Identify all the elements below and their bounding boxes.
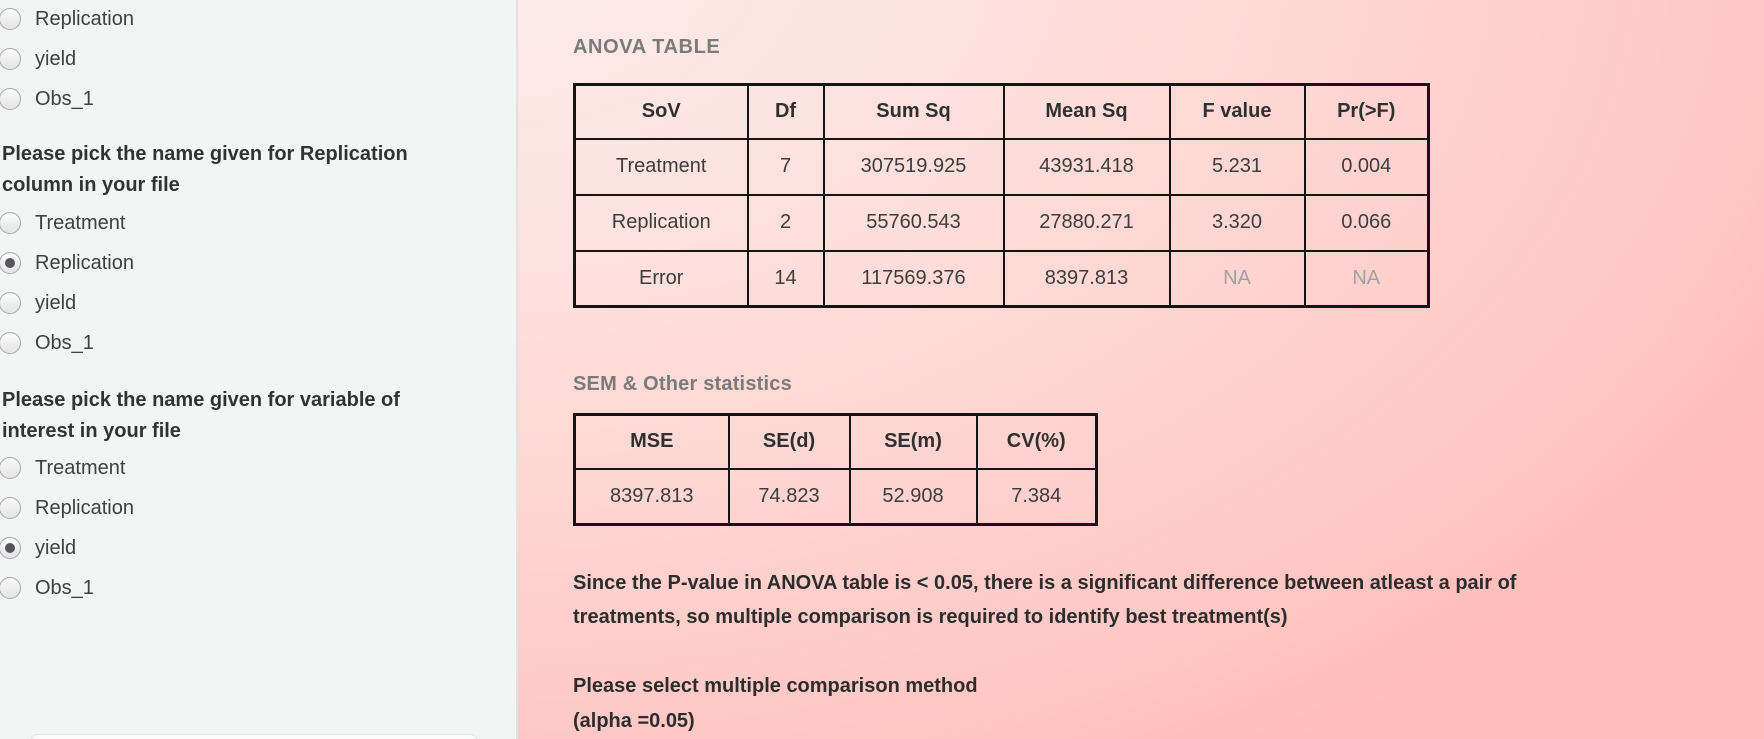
table-cell: 43931.418 xyxy=(1004,139,1170,195)
radio-option-obs1[interactable] xyxy=(0,332,134,354)
table-cell: 27880.271 xyxy=(1004,195,1170,251)
radio-option-label: Replication xyxy=(35,7,134,30)
radio-icon xyxy=(0,252,21,274)
table-cell: NA xyxy=(1305,251,1429,307)
column-header: Mean Sq xyxy=(1004,85,1170,139)
radio-icon xyxy=(0,332,21,354)
radio-group-treatment-column xyxy=(0,8,134,128)
radio-icon xyxy=(0,497,21,519)
table-row xyxy=(575,139,1429,195)
radio-option-label: yield xyxy=(35,291,77,314)
replication-column-question: Please pick the name given for Replication column in your file xyxy=(2,143,408,196)
radio-option-label: Obs_1 xyxy=(35,576,94,599)
radio-option-replication[interactable] xyxy=(0,252,134,274)
radio-option-label: Obs_1 xyxy=(35,87,94,110)
table-row xyxy=(575,251,1429,307)
radio-icon xyxy=(0,88,21,110)
table-row xyxy=(575,469,1097,525)
radio-icon xyxy=(0,212,21,234)
comparison-method-prompt xyxy=(573,669,978,739)
sem-statistics-table xyxy=(573,413,1098,526)
radio-option-treatment[interactable] xyxy=(0,457,134,479)
column-header: SE(m) xyxy=(850,415,977,469)
table-cell: Treatment xyxy=(575,139,748,195)
table-header-row xyxy=(575,415,1097,469)
table-row xyxy=(575,195,1429,251)
table-cell: NA xyxy=(1170,251,1305,307)
table-cell: 7 xyxy=(748,139,824,195)
radio-option-label: yield xyxy=(35,536,77,559)
sidebar xyxy=(0,0,518,739)
table-cell: 7.384 xyxy=(977,469,1097,525)
radio-icon xyxy=(0,48,21,70)
radio-icon xyxy=(0,457,21,479)
column-header: SoV xyxy=(575,85,748,139)
radio-group-variable-of-interest xyxy=(0,457,134,617)
table-cell: 8397.813 xyxy=(1004,251,1170,307)
radio-option-treatment[interactable] xyxy=(0,212,134,234)
table-cell: 117569.376 xyxy=(824,251,1004,307)
radio-option-yield[interactable] xyxy=(0,537,134,559)
sidebar-bottom-panel-edge xyxy=(30,734,478,739)
radio-group-replication-column xyxy=(0,212,134,372)
anova-table xyxy=(573,83,1430,308)
radio-icon xyxy=(0,8,21,30)
table-cell: Error xyxy=(575,251,748,307)
variable-of-interest-question: Please pick the name given for variable of interest in your file xyxy=(2,389,400,442)
anova-table-title: ANOVA TABLE xyxy=(573,36,721,58)
table-header-row xyxy=(575,85,1429,139)
column-header: Sum Sq xyxy=(824,85,1004,139)
radio-icon xyxy=(0,577,21,599)
radio-icon xyxy=(0,292,21,314)
radio-option-obs1[interactable] xyxy=(0,577,134,599)
radio-option-label: Obs_1 xyxy=(35,331,94,354)
table-cell: 14 xyxy=(748,251,824,307)
table-cell: 3.320 xyxy=(1170,195,1305,251)
table-cell: 74.823 xyxy=(729,469,850,525)
table-cell: 52.908 xyxy=(850,469,977,525)
significance-message: Since the P-value in ANOVA table is < 0.05, there is a significant difference between atleast a pair of treatments, so multiple comparison is required to identify best treatment(s) xyxy=(573,572,1517,628)
table-cell: 8397.813 xyxy=(575,469,729,525)
radio-option-replication[interactable] xyxy=(0,497,134,519)
alpha-note: (alpha =0.05) xyxy=(573,710,695,732)
table-cell: 55760.543 xyxy=(824,195,1004,251)
table-cell: 307519.925 xyxy=(824,139,1004,195)
column-header: SE(d) xyxy=(729,415,850,469)
column-header: F value xyxy=(1170,85,1305,139)
radio-option-label: yield xyxy=(35,47,77,70)
radio-option-yield[interactable] xyxy=(0,292,134,314)
radio-option-label: Replication xyxy=(35,496,134,519)
radio-option-yield[interactable] xyxy=(0,48,134,70)
results-panel xyxy=(518,0,1764,739)
column-header: CV(%) xyxy=(977,415,1097,469)
comparison-method-prompt-line: Please select multiple comparison method xyxy=(573,675,978,697)
radio-option-label: Replication xyxy=(35,251,134,274)
radio-option-label: Treatment xyxy=(35,211,126,234)
table-cell: 2 xyxy=(748,195,824,251)
table-cell: 5.231 xyxy=(1170,139,1305,195)
radio-icon xyxy=(0,537,21,559)
sem-statistics-title: SEM & Other statistics xyxy=(573,373,792,395)
radio-option-replication[interactable] xyxy=(0,8,134,30)
column-header: Pr(>F) xyxy=(1305,85,1429,139)
table-cell: 0.066 xyxy=(1305,195,1429,251)
table-cell: 0.004 xyxy=(1305,139,1429,195)
radio-option-obs1[interactable] xyxy=(0,88,134,110)
column-header: Df xyxy=(748,85,824,139)
radio-option-label: Treatment xyxy=(35,456,126,479)
table-cell: Replication xyxy=(575,195,748,251)
column-header: MSE xyxy=(575,415,729,469)
